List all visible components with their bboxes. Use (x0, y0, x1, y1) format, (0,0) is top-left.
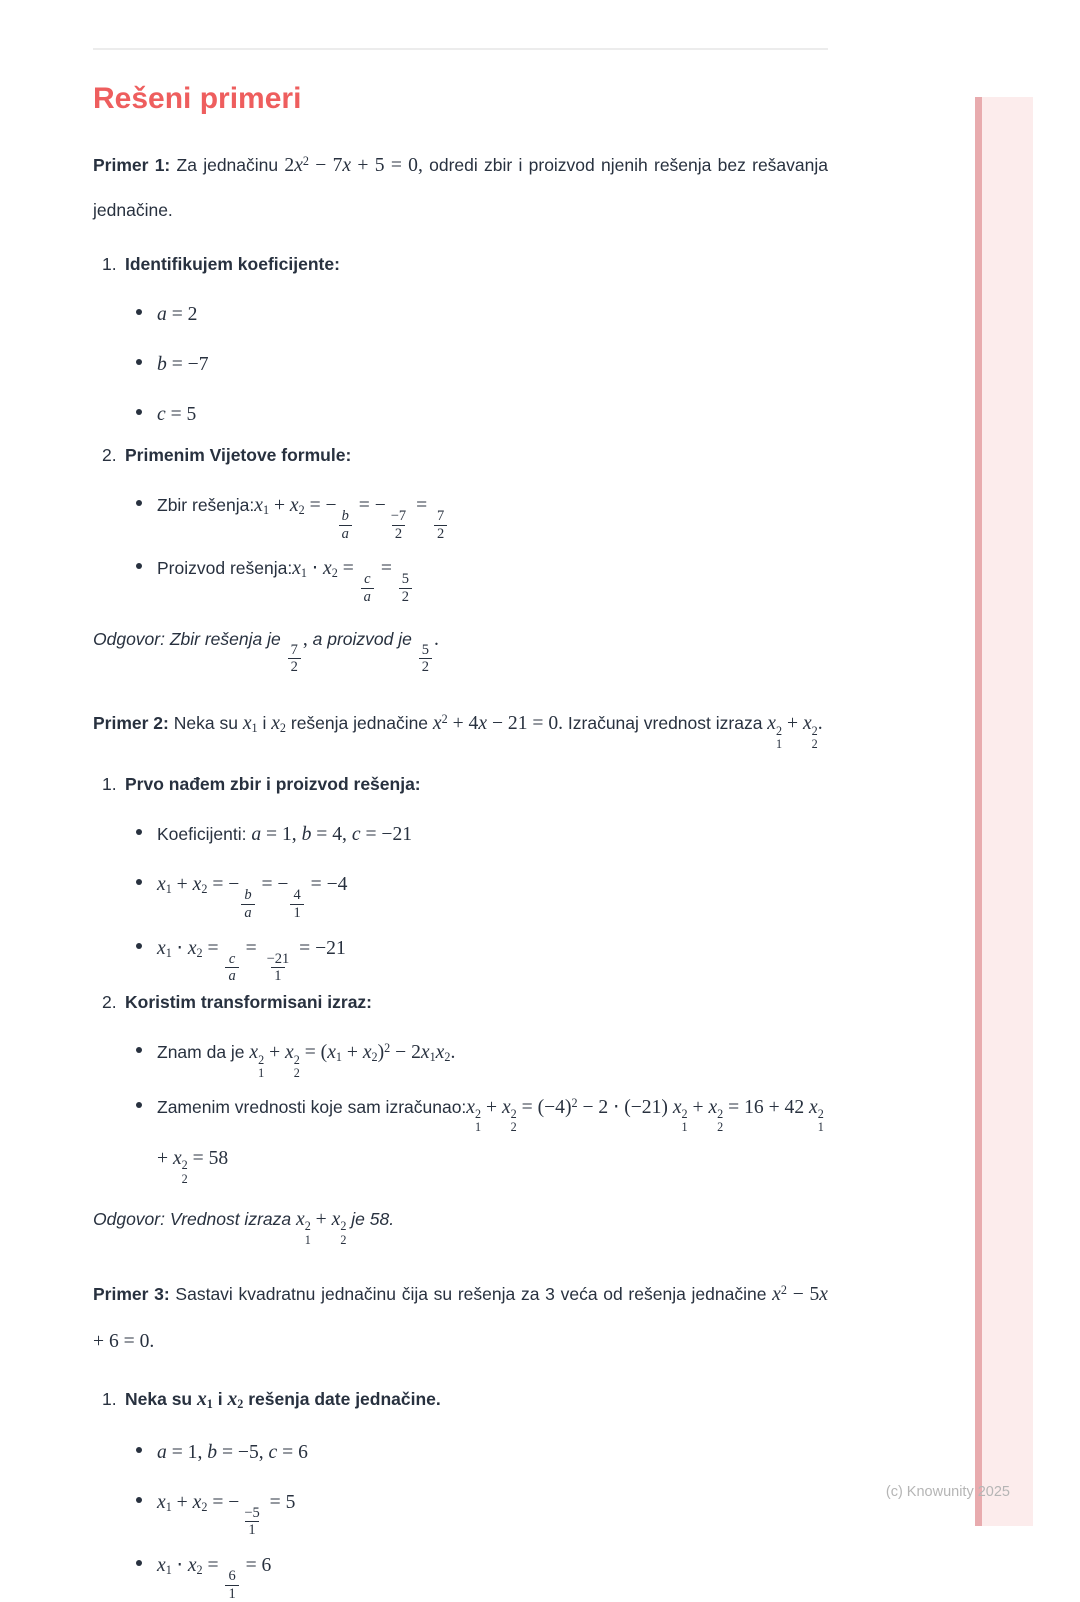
example-paragraph: Primer 2: Neka su $x_1$ i $x_2$ rešenja jednačine $x^2 + 4x - 21 = 0$. Izračunaj vrednost izraza x 2 1 + x 2 2 . (93, 700, 828, 751)
answer-paragraph: Odgovor: Zbir rešenja je $\frac{7}{2}$ , a proizvod je $\frac{5}{2}$ . (93, 616, 828, 676)
inline-math: $x_2$ (227, 1389, 243, 1410)
inline-math: a = 2 (157, 304, 197, 325)
inline-math: a = 1, b = 4, c = −21 (251, 824, 412, 845)
step-number: 1. (102, 1386, 125, 1412)
bullet-item (157, 861, 828, 921)
step-label: Identifikujem koeficijente: (125, 254, 340, 274)
document-content (93, 142, 828, 1602)
inline-math: $x_1 + x_2$ = − $\frac{b}{a}$ = − $\frac{4}{1}$ = −4 (157, 874, 347, 895)
step-label: Neka su $x_1$ i $x_2$ rešenja date jednačine. (125, 1389, 441, 1409)
inline-math: $x_1$ (197, 1389, 213, 1410)
inline-math: c = 5 (157, 404, 196, 425)
bullet-item (157, 291, 828, 338)
step-number: 2. (102, 989, 125, 1015)
inline-math: b = −7 (157, 354, 209, 375)
bullet-list (93, 1429, 828, 1602)
inline-math: $\frac{5}{2}$ . (417, 629, 439, 650)
inline-math: a = 1, b = −5, c = 6 (157, 1442, 308, 1463)
bullet-item: Proizvod $rešenja:x_1 \cdot x_2$ = $\frac{c}{a}$ = $\frac{5}{2}$ (157, 545, 828, 605)
numbered-step (93, 251, 828, 277)
bullet-list (93, 811, 828, 985)
inline-math: $2x^2 - 7x + 5 = 0$, (284, 155, 422, 176)
numbered-step (93, 1385, 828, 1414)
bullet-item: Zbir $rešenja:x_1 + x_2$ = − $\frac{b}{a}$ = − $\frac{-7}{2}$ = $\frac{7}{2}$ (157, 482, 828, 542)
inline-math: x 2 1 + x 2 2 . (767, 713, 822, 734)
bullet-item: Znam da je x 2 1 + x 2 2 = $(x_1 + x_2)^2 - 2x_1x_2$. (157, 1029, 828, 1080)
inline-math: $\frac{7}{2}$ , (286, 629, 308, 650)
inline-math: $x_1 + x_2$ = − $\frac{b}{a}$ = − $\frac{-7}{2}$ = $\frac{7}{2}$ (254, 495, 449, 516)
bullet-item (157, 925, 828, 985)
step-number: 1. (102, 251, 125, 277)
step-number: 1. (102, 771, 125, 797)
inline-math: $x^2 - 5x + 6 = 0$. (93, 1284, 828, 1352)
bullet-item (157, 1479, 828, 1539)
inline-math: $x_1$ (243, 713, 258, 734)
example-paragraph: Primer 1: Za jednačinu $2x^2 - 7x + 5 = 0$, odredi zbir i proizvod njenih rešenja bez rešavanja jednačine. (93, 142, 828, 231)
bullet-item: Zamenim vrednosti koje sam izračunao:x 2 1 + x 2 2 = $(-4)^2 - 2 \cdot (-21)$ x 2 1 + x 2 2 = 16 + 42 x 2 1 + x 2 2 = 58 (157, 1084, 828, 1186)
answer-paragraph: Odgovor: Vrednost izraza x 2 1 + x 2 2 je 58. (93, 1196, 828, 1247)
step-label: Primenim Vijetove formule: (125, 445, 351, 465)
step-label: Koristim transformisani izraz: (125, 992, 372, 1012)
inline-math: x 2 1 + x 2 2 (296, 1209, 346, 1230)
inline-math: $x_1 \cdot x_2$ = $\frac{c}{a}$ = $\frac{5}{2}$ (292, 558, 414, 579)
bullet-item: Koeficijenti: a = 1, b = 4, c = −21 (157, 811, 828, 858)
bullet-item (157, 391, 828, 438)
inline-math: $x^2 + 4x - 21 = 0$. (433, 713, 563, 734)
page-edge-accent-bar (975, 97, 1033, 1526)
inline-math: $x_1 + x_2$ = − $\frac{-5}{1}$ = 5 (157, 1492, 295, 1513)
page-title: Rešeni primeri (93, 80, 828, 118)
inline-math: $x_1 \cdot x_2$ = $\frac{c}{a}$ = $\frac{-21}{1}$ = −21 (157, 938, 346, 959)
bullet-item (157, 1429, 828, 1476)
numbered-step (93, 989, 828, 1015)
inline-math: x 2 1 + x 2 2 = $(x_1 + x_2)^2 - 2x_1x_2$. (249, 1042, 455, 1063)
bullet-list (93, 1029, 828, 1186)
numbered-step (93, 771, 828, 797)
document-page (93, 48, 828, 1602)
numbered-step (93, 442, 828, 468)
bullet-list (93, 482, 828, 606)
bullet-item (157, 341, 828, 388)
top-divider (93, 48, 828, 50)
inline-math: x 2 1 + x 2 2 = $(-4)^2 - 2 \cdot (-21)$ x 2 1 + x 2 2 = 16 + 42 x 2 1 + x 2 2 = 58 (157, 1097, 824, 1169)
step-number: 2. (102, 442, 125, 468)
example-paragraph: Primer 3: Sastavi kvadratnu jednačinu čija su rešenja za 3 veća od rešenja jednačine $x^2 - 5x + 6 = 0$. (93, 1271, 828, 1365)
step-label: Prvo nađem zbir i proizvod rešenja: (125, 774, 421, 794)
inline-math: $x_2$ (271, 713, 286, 734)
bullet-item (157, 1542, 828, 1602)
bullet-list (93, 291, 828, 438)
inline-math: $x_1 \cdot x_2$ = $\frac{6}{1}$ = 6 (157, 1555, 271, 1576)
copyright-footer: (c) Knowunity 2025 (886, 1484, 1010, 1500)
